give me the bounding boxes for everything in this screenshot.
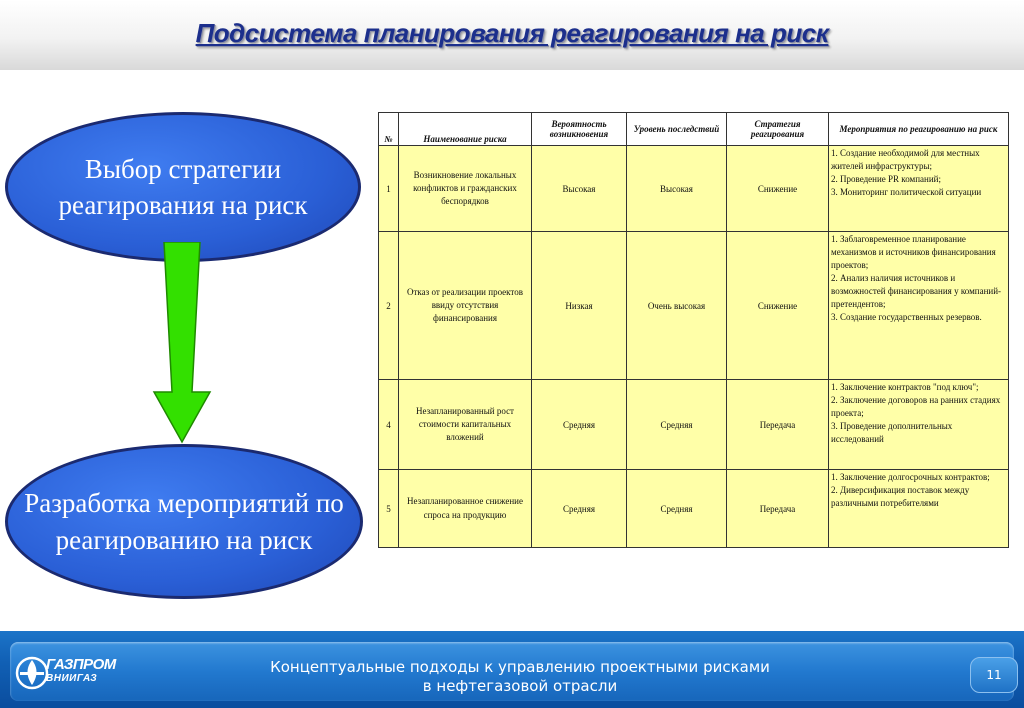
col-header-impact: Уровень последствий: [627, 113, 727, 146]
row-num: 5: [379, 470, 399, 548]
risk-probability: Высокая: [532, 146, 627, 232]
risk-strategy: Снижение: [727, 232, 829, 380]
col-header-name: Наименование риска: [399, 113, 532, 146]
risk-measures: 1. Создание необходимой для местных жителей инфраструктуры; 2. Проведение PR компаний; 3. Мониторинг политической ситуации: [829, 146, 1009, 232]
risk-response-table: [378, 112, 1009, 548]
risk-probability: Средняя: [532, 380, 627, 470]
risk-measures: 1. Заключение контрактов "под ключ"; 2. Заключение договоров на ранних стадиях проекта; 3. Проведение дополнительных исследований: [829, 380, 1009, 470]
risk-strategy: Снижение: [727, 146, 829, 232]
logo-wordmark: ГАЗПРОМ: [46, 656, 116, 673]
footer-caption-line1: Концептуальные подходы к управлению проектными рисками: [270, 658, 770, 676]
risk-name: Возникновение локальных конфликтов и гражданских беспорядков: [399, 146, 532, 232]
strategy-ellipse: [5, 112, 361, 262]
risk-probability: Средняя: [532, 470, 627, 548]
risk-strategy: Передача: [727, 470, 829, 548]
down-arrow-icon: [152, 242, 212, 444]
table-row: [379, 146, 1009, 232]
risk-impact: Средняя: [627, 470, 727, 548]
slide-title: Подсистема планирования реагирования на риск: [195, 18, 829, 48]
risk-name: Отказ от реализации проектов ввиду отсутствия финансирования: [399, 232, 532, 380]
risk-name: Незапланированный рост стоимости капитальных вложений: [399, 380, 532, 470]
risk-impact: Очень высокая: [627, 232, 727, 380]
table-header-row: [379, 113, 1009, 146]
measures-ellipse: [5, 444, 363, 599]
table-row: [379, 380, 1009, 470]
measures-ellipse-label: Разработка мероприятий по реагированию на риск: [24, 488, 344, 555]
footer-caption-line2: в нефтегазовой отрасли: [422, 677, 618, 695]
risk-name: Незапланированное снижение спроса на продукцию: [399, 470, 532, 548]
strategy-ellipse-label: Выбор стратегии реагирования на риск: [58, 153, 308, 220]
page-number: 11: [970, 657, 1018, 693]
col-header-num: №: [379, 113, 399, 146]
table-row: [379, 232, 1009, 380]
risk-measures: 1. Заключение долгосрочных контрактов; 2. Диверсификация поставок между различными потребителями: [829, 470, 1009, 548]
risk-strategy: Передача: [727, 380, 829, 470]
row-num: 1: [379, 146, 399, 232]
col-header-probability: Вероятность возникновения: [532, 113, 627, 146]
risk-measures: 1. Заблаговременное планирование механизмов и источников финансирования проектов; 2. Анализ наличия источников и возможностей финансирования у компаний-претендентов; 3. Создание государственных резервов.: [829, 232, 1009, 380]
col-header-measures: Мероприятия по реагированию на риск: [829, 113, 1009, 146]
col-header-strategy: Стратегия реагирования: [727, 113, 829, 146]
logo-subtitle: ВНИИГАЗ: [46, 673, 98, 684]
footer-caption: [200, 658, 840, 696]
row-num: 2: [379, 232, 399, 380]
table-row: [379, 470, 1009, 548]
risk-impact: Высокая: [627, 146, 727, 232]
row-num: 4: [379, 380, 399, 470]
risk-impact: Средняя: [627, 380, 727, 470]
risk-probability: Низкая: [532, 232, 627, 380]
